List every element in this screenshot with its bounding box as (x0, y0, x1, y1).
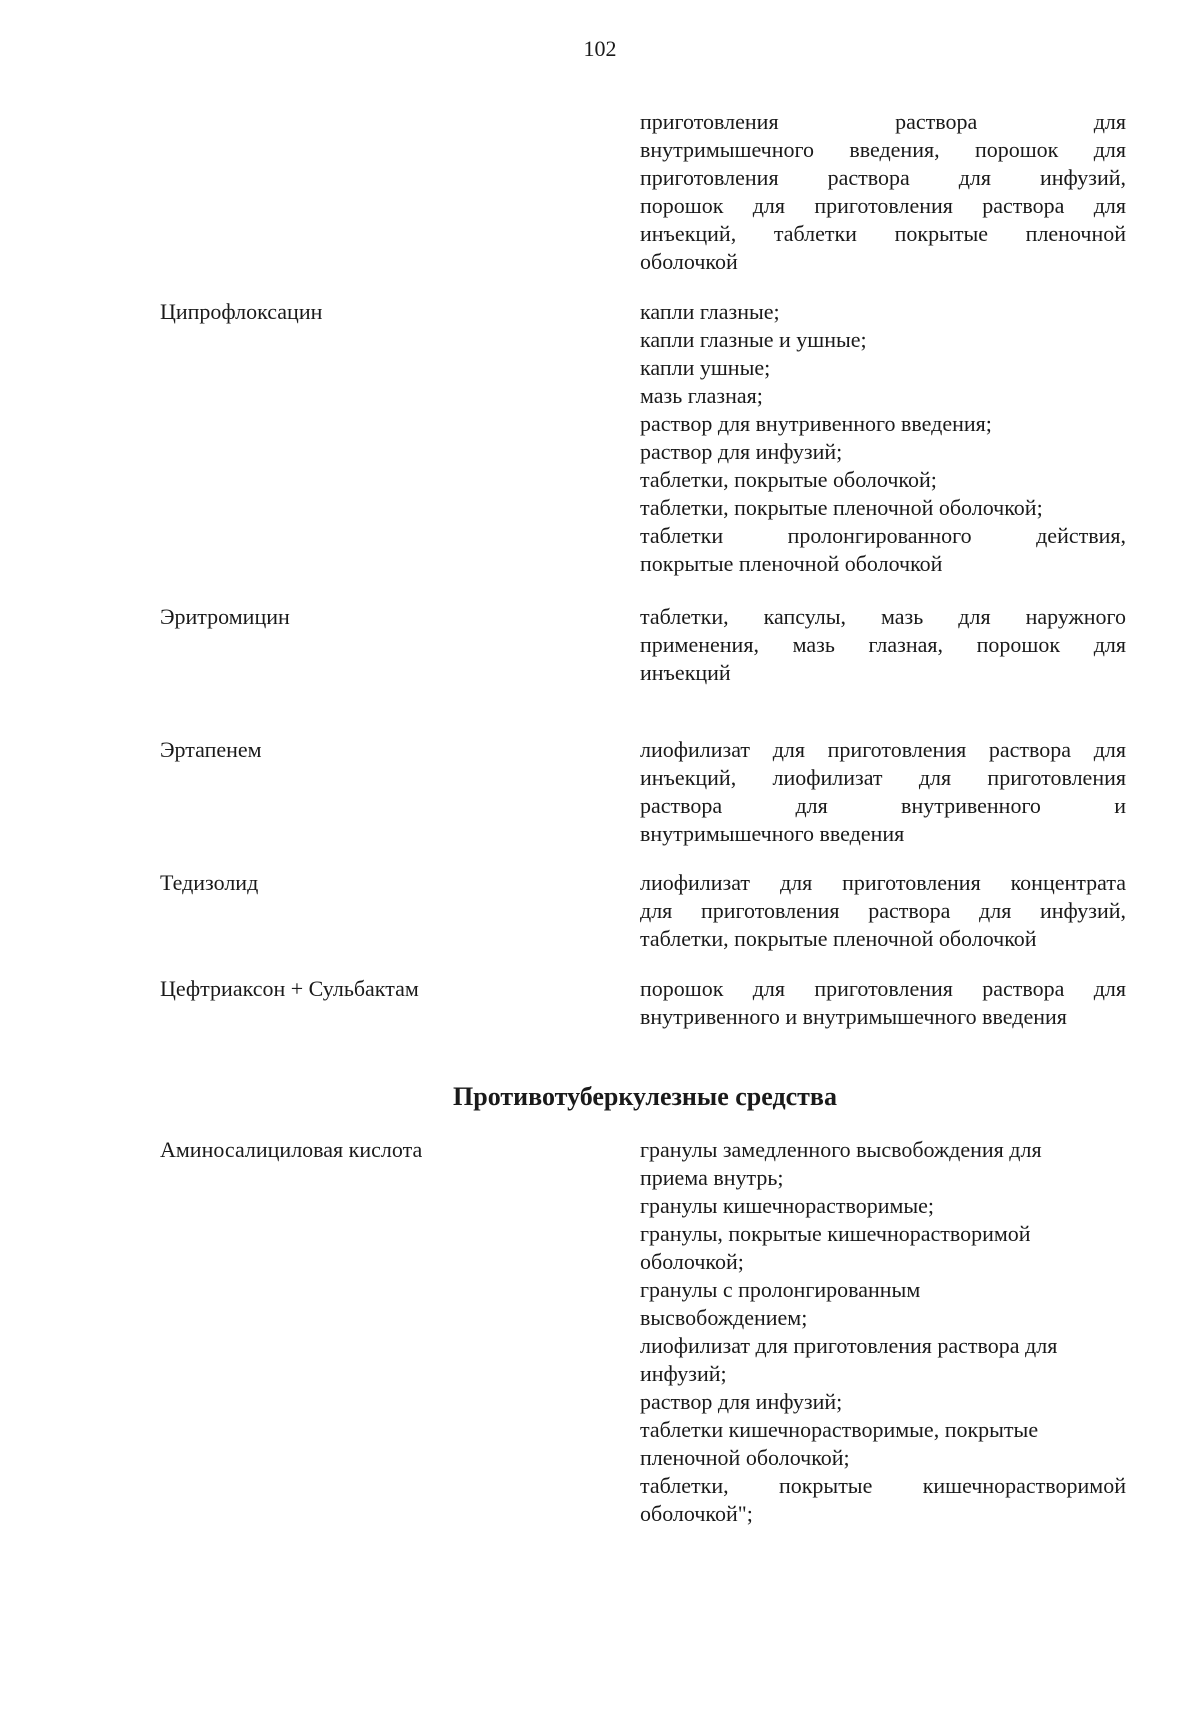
form-line: таблетки, покрытые пленочной оболочкой; (640, 495, 1043, 520)
drug-name: Эритромицин (160, 604, 290, 629)
form-line: таблетки, покрытые пленочной оболочкой (640, 926, 1037, 951)
form-line: капли ушные; (640, 355, 771, 380)
drug-forms (640, 736, 1126, 848)
form-line: раствор для внутривенного введения; (640, 411, 992, 436)
drug-name: Аминосалициловая кислота (160, 1137, 423, 1162)
drug-name: Тедизолид (160, 870, 259, 895)
drug-forms (640, 869, 1126, 953)
form-line: раствор для инфузий; (640, 1389, 843, 1414)
drug-forms (640, 298, 1126, 578)
drug-forms (640, 603, 1126, 687)
drug-forms (640, 1136, 1126, 1528)
form-line: лиофилизат для приготовления концентрата (640, 870, 1126, 895)
form-line: приготовления раствора для инфузий, (640, 165, 1126, 190)
drug-name: Эртапенем (160, 737, 262, 762)
form-line: порошок для приготовления раствора для (640, 193, 1126, 218)
drug-name: Ципрофлоксацин (160, 299, 323, 324)
drug-name: Цефтриаксон + Сульбактам (160, 976, 419, 1001)
form-line: инфузий; (640, 1361, 727, 1386)
form-line: внутримышечного введения (640, 821, 905, 846)
form-line: раствор для инфузий; (640, 439, 843, 464)
form-line: гранулы, покрытые кишечнорастворимой (640, 1221, 1031, 1246)
form-line: лиофилизат для приготовления раствора для (640, 737, 1126, 762)
form-line: лиофилизат для приготовления раствора для (640, 1333, 1058, 1358)
form-line: оболочкой (640, 249, 738, 274)
drug-forms (640, 975, 1126, 1031)
form-line: таблетки, капсулы, мазь для наружного (640, 604, 1126, 629)
form-line: гранулы кишечнорастворимые; (640, 1193, 935, 1218)
form-line: внутримышечного введения, порошок для (640, 137, 1126, 162)
form-line: гранулы замедленного высвобождения для (640, 1137, 1042, 1162)
form-line: оболочкой; (640, 1249, 744, 1274)
form-line: таблетки, покрытые кишечнорастворимой (640, 1473, 1126, 1498)
section-heading: Противотуберкулезные средства (453, 1082, 837, 1111)
form-line: высвобождением; (640, 1305, 808, 1330)
form-line: капли глазные; (640, 299, 780, 324)
page-number: 102 (583, 36, 617, 61)
form-line: таблетки, покрытые оболочкой; (640, 467, 937, 492)
form-line: мазь глазная; (640, 383, 763, 408)
form-line: инъекций (640, 660, 731, 685)
form-line: инъекций, таблетки покрытые пленочной (640, 221, 1126, 246)
form-line: таблетки пролонгированного действия, (640, 523, 1126, 548)
form-line: применения, мазь глазная, порошок для (640, 632, 1126, 657)
form-line: таблетки кишечнорастворимые, покрытые (640, 1417, 1039, 1442)
form-line: раствора для внутривенного и (640, 793, 1126, 818)
form-line: для приготовления раствора для инфузий, (640, 898, 1126, 923)
form-line: пленочной оболочкой; (640, 1445, 850, 1470)
form-line: инъекций, лиофилизат для приготовления (640, 765, 1126, 790)
drug-forms (640, 108, 1126, 276)
form-line: капли глазные и ушные; (640, 327, 867, 352)
form-line: приготовления раствора для (640, 109, 1126, 134)
form-line: приема внутрь; (640, 1165, 784, 1190)
form-line: гранулы с пролонгированным (640, 1277, 921, 1302)
form-line: покрытые пленочной оболочкой (640, 551, 943, 576)
form-line: внутривенного и внутримышечного введения (640, 1004, 1067, 1029)
form-line: порошок для приготовления раствора для (640, 976, 1126, 1001)
form-line: оболочкой"; (640, 1501, 753, 1526)
